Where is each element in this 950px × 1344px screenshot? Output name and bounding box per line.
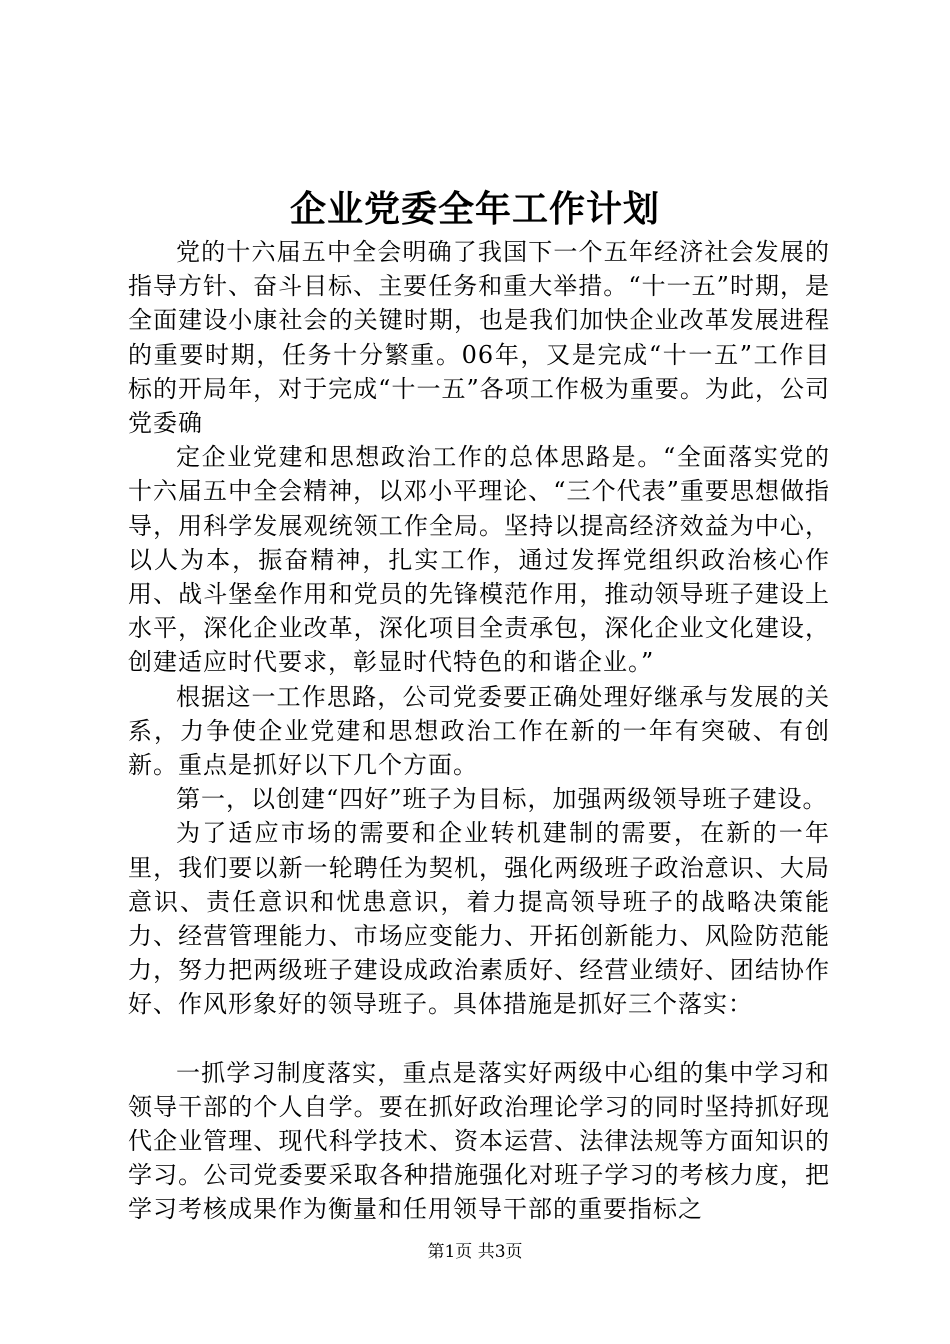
paragraph-section-one-heading: 第一，以创建“四好”班子为目标，加强两级领导班子建设。 xyxy=(176,785,828,814)
paragraph-key-points: 根据这一工作思路，公司党委要正确处理好继承与发展的关系，力争使企业党建和思想政治工作在新的一年有突破、有创新。重点是抓好以下几个方面。 xyxy=(128,682,830,780)
page-number-footer: 第1页 共3页 xyxy=(427,1242,523,1262)
document-title: 企业党委全年工作计划 xyxy=(289,188,660,230)
paragraph-study-system: 一抓学习制度落实，重点是落实好两级中心组的集中学习和领导干部的个人自学。要在抓好政治理论学习的同时坚持抓好现代企业管理、现代科学技术、资本运营、法律法规等方面知识的学习。公司党委要采取各种措施强化对班子学习的考核力度，把学习考核成果作为衡量和任用领导干部的重要指标之 xyxy=(128,1058,830,1224)
document-body xyxy=(128,235,830,1227)
paragraph-intro: 党的十六届五中全会明确了我国下一个五年经济社会发展的指导方针、奋斗目标、主要任务和重大举措。“十一五”时期，是全面建设小康社会的关键时期，也是我们加快企业改革发展进程的重要时期，任务十分繁重。06年，又是完成“十一五”工作目标的开局年，对于完成“十一五”各项工作极为重要。为此，公司党委确 xyxy=(128,238,830,438)
paragraph-leadership-building: 为了适应市场的需要和企业转机建制的需要，在新的一年里，我们要以新一轮聘任为契机，强化两级班子政治意识、大局意识、责任意识和忧患意识，着力提高领导班子的战略决策能力、经营管理能力、市场应变能力、开拓创新能力、风险防范能力，努力把两级班子建设成政治素质好、经营业绩好、团结协作好、作风形象好的领导班子。具体措施是抓好三个落实： xyxy=(128,819,830,1019)
paragraph-overall-thinking: 定企业党建和思想政治工作的总体思路是。“全面落实党的十六届五中全会精神，以邓小平理论、“三个代表”重要思想做指导，用科学发展观统领工作全局。坚持以提高经济效益为中心，以人为本，振奋精神，扎实工作，通过发挥党组织政治核心作用、战斗堡垒作用和党员的先锋模范作用，推动领导班子建设上水平，深化企业改革，深化项目全责承包，深化企业文化建设，创建适应时代要求，彰显时代特色的和谐企业。” xyxy=(128,443,830,677)
